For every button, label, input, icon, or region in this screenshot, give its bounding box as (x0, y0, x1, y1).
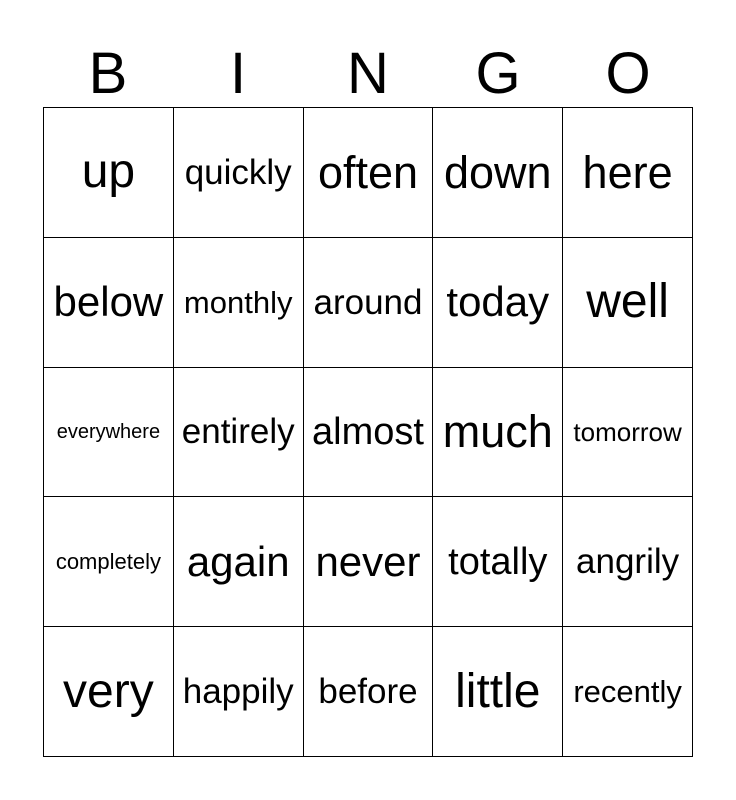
header-letter-b: B (88, 41, 128, 106)
bingo-cell[interactable]: quickly (174, 108, 304, 238)
bingo-cell[interactable]: totally (433, 497, 563, 627)
bingo-cell[interactable]: again (174, 497, 304, 627)
bingo-board (43, 107, 693, 757)
header-letter-g: G (475, 41, 521, 106)
header-letter-n: N (347, 41, 389, 106)
bingo-cell[interactable]: recently (563, 627, 693, 757)
header-letter-i: I (229, 41, 247, 106)
bingo-cell[interactable]: entirely (174, 368, 304, 498)
bingo-cell[interactable]: below (44, 238, 174, 368)
bingo-cell[interactable]: around (304, 238, 434, 368)
bingo-cell[interactable]: here (563, 108, 693, 238)
bingo-cell[interactable]: almost (304, 368, 434, 498)
bingo-cell[interactable]: down (433, 108, 563, 238)
bingo-cell[interactable]: before (304, 627, 434, 757)
bingo-cell[interactable]: angrily (563, 497, 693, 627)
bingo-cell[interactable]: monthly (174, 238, 304, 368)
bingo-cell[interactable]: completely (44, 497, 174, 627)
bingo-header (43, 42, 693, 106)
bingo-cell[interactable]: everywhere (44, 368, 174, 498)
bingo-cell[interactable]: today (433, 238, 563, 368)
bingo-cell[interactable]: never (304, 497, 434, 627)
bingo-cell[interactable]: tomorrow (563, 368, 693, 498)
bingo-cell[interactable]: much (433, 368, 563, 498)
bingo-cell[interactable]: up (44, 108, 174, 238)
bingo-cell[interactable]: often (304, 108, 434, 238)
bingo-cell[interactable]: little (433, 627, 563, 757)
bingo-cell[interactable]: well (563, 238, 693, 368)
header-letter-o: O (605, 41, 651, 106)
bingo-cell[interactable]: happily (174, 627, 304, 757)
bingo-cell[interactable]: very (44, 627, 174, 757)
